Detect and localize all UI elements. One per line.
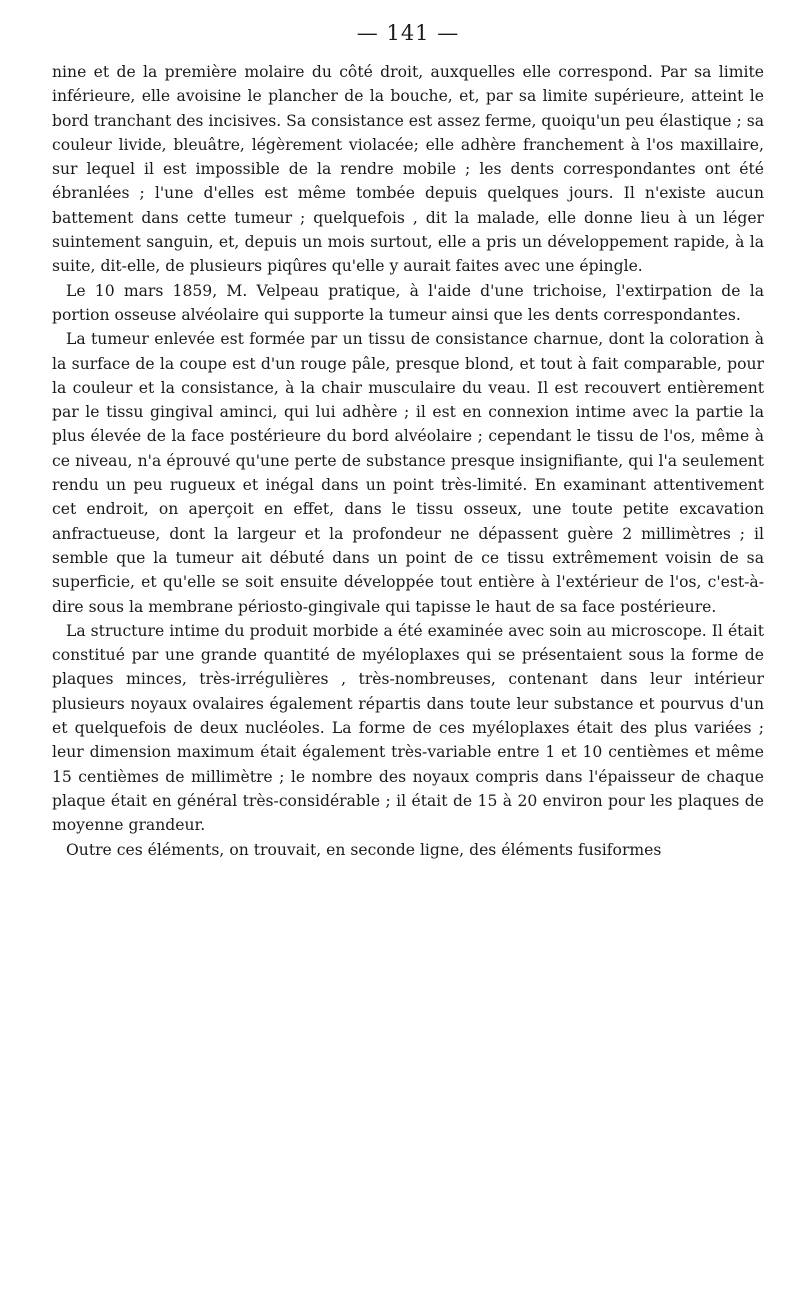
- document-page: [52, 20, 764, 862]
- page-number: — 141 —: [356, 21, 460, 45]
- paragraph-extirpation: Le 10 mars 1859, M. Velpeau pratique, à l'aide d'une trichoise, l'extirpation de la portion osseuse alvéolaire qui supporte la tumeur ainsi que les dents correspondantes.: [52, 281, 764, 324]
- paragraph-structure-intime: La structure intime du produit morbide a été examinée avec soin au microscope. Il était constitué par une grande quantité de myéloplaxes qui se présentaient sous la forme de plaques minces, très-irrégulières , très-nombreuses, contenant dans leur intérieur plusieurs noyaux ovalaires également répartis dans toute leur substance et pourvus d'un et quelquefois de deux nucléoles. La forme de ces myéloplaxes était des plus variées ; leur dimension maximum était également très-variable entre 1 et 10 centièmes et même 15 centièmes de millimètre ; le nombre des noyaux compris dans l'épaisseur de chaque plaque était en général très-considérable ; il était de 15 à 20 environ pour les plaques de moyenne grandeur.: [52, 621, 764, 835]
- paragraph-tumeur-enlevee: La tumeur enlevée est formée par un tissu de consistance charnue, dont la coloration à la surface de la coupe est d'un rouge pâle, presque blond, et tout à fait comparable, pour la couleur et la consistance, à la chair musculaire du veau. Il est recouvert entièrement par le tissu gingival aminci, qui lui adhère ; il est en connexion intime avec la partie la plus élevée de la face postérieure du bord alvéolaire ; cependant le tissu de l'os, même à ce niveau, n'a éprouvé qu'une perte de substance presque insignifiante, qui l'a seulement rendu un peu rugueux et inégal dans un point très-limité. En examinant attentivement cet endroit, on aperçoit en effet, dans le tissu osseux, une toute petite excavation anfractueuse, dont la largeur et la profondeur ne dépassent guère 2 millimètres ; il semble que la tumeur ait débuté dans un point de ce tissu extrêmement voisin de sa superficie, et qu'elle se soit ensuite développée tout entière à l'extérieur de l'os, c'est-à-dire sous la membrane périosto-gingivale qui tapisse le haut de sa face postérieure.: [52, 330, 764, 616]
- paragraph-outre-ces-elements: Outre ces éléments, on trouvait, en seconde ligne, des éléments fusiformes: [66, 840, 662, 859]
- body-text: [52, 60, 764, 862]
- paragraph-continuation: nine et de la première molaire du côté droit, auxquelles elle correspond. Par sa limite inférieure, elle avoisine le plancher de la bouche, et, par sa limite supérieure, atteint le bord tranchant des incisives. Sa consistance est assez ferme, quoiqu'un peu élastique ; sa couleur livide, bleuâtre, légèrement violacée; elle adhère franchement à l'os maxillaire, sur lequel il est impossible de la rendre mobile ; les dents correspondantes ont été ébranlées ; l'une d'elles est même tombée depuis quelques jours. Il n'existe aucun battement dans cette tumeur ; quelquefois , dit la malade, elle donne lieu à un léger suintement sanguin, et, depuis un mois surtout, elle a pris un développement rapide, à la suite, dit-elle, de plusieurs piqûres qu'elle y aurait faites avec une épingle.: [52, 63, 764, 276]
